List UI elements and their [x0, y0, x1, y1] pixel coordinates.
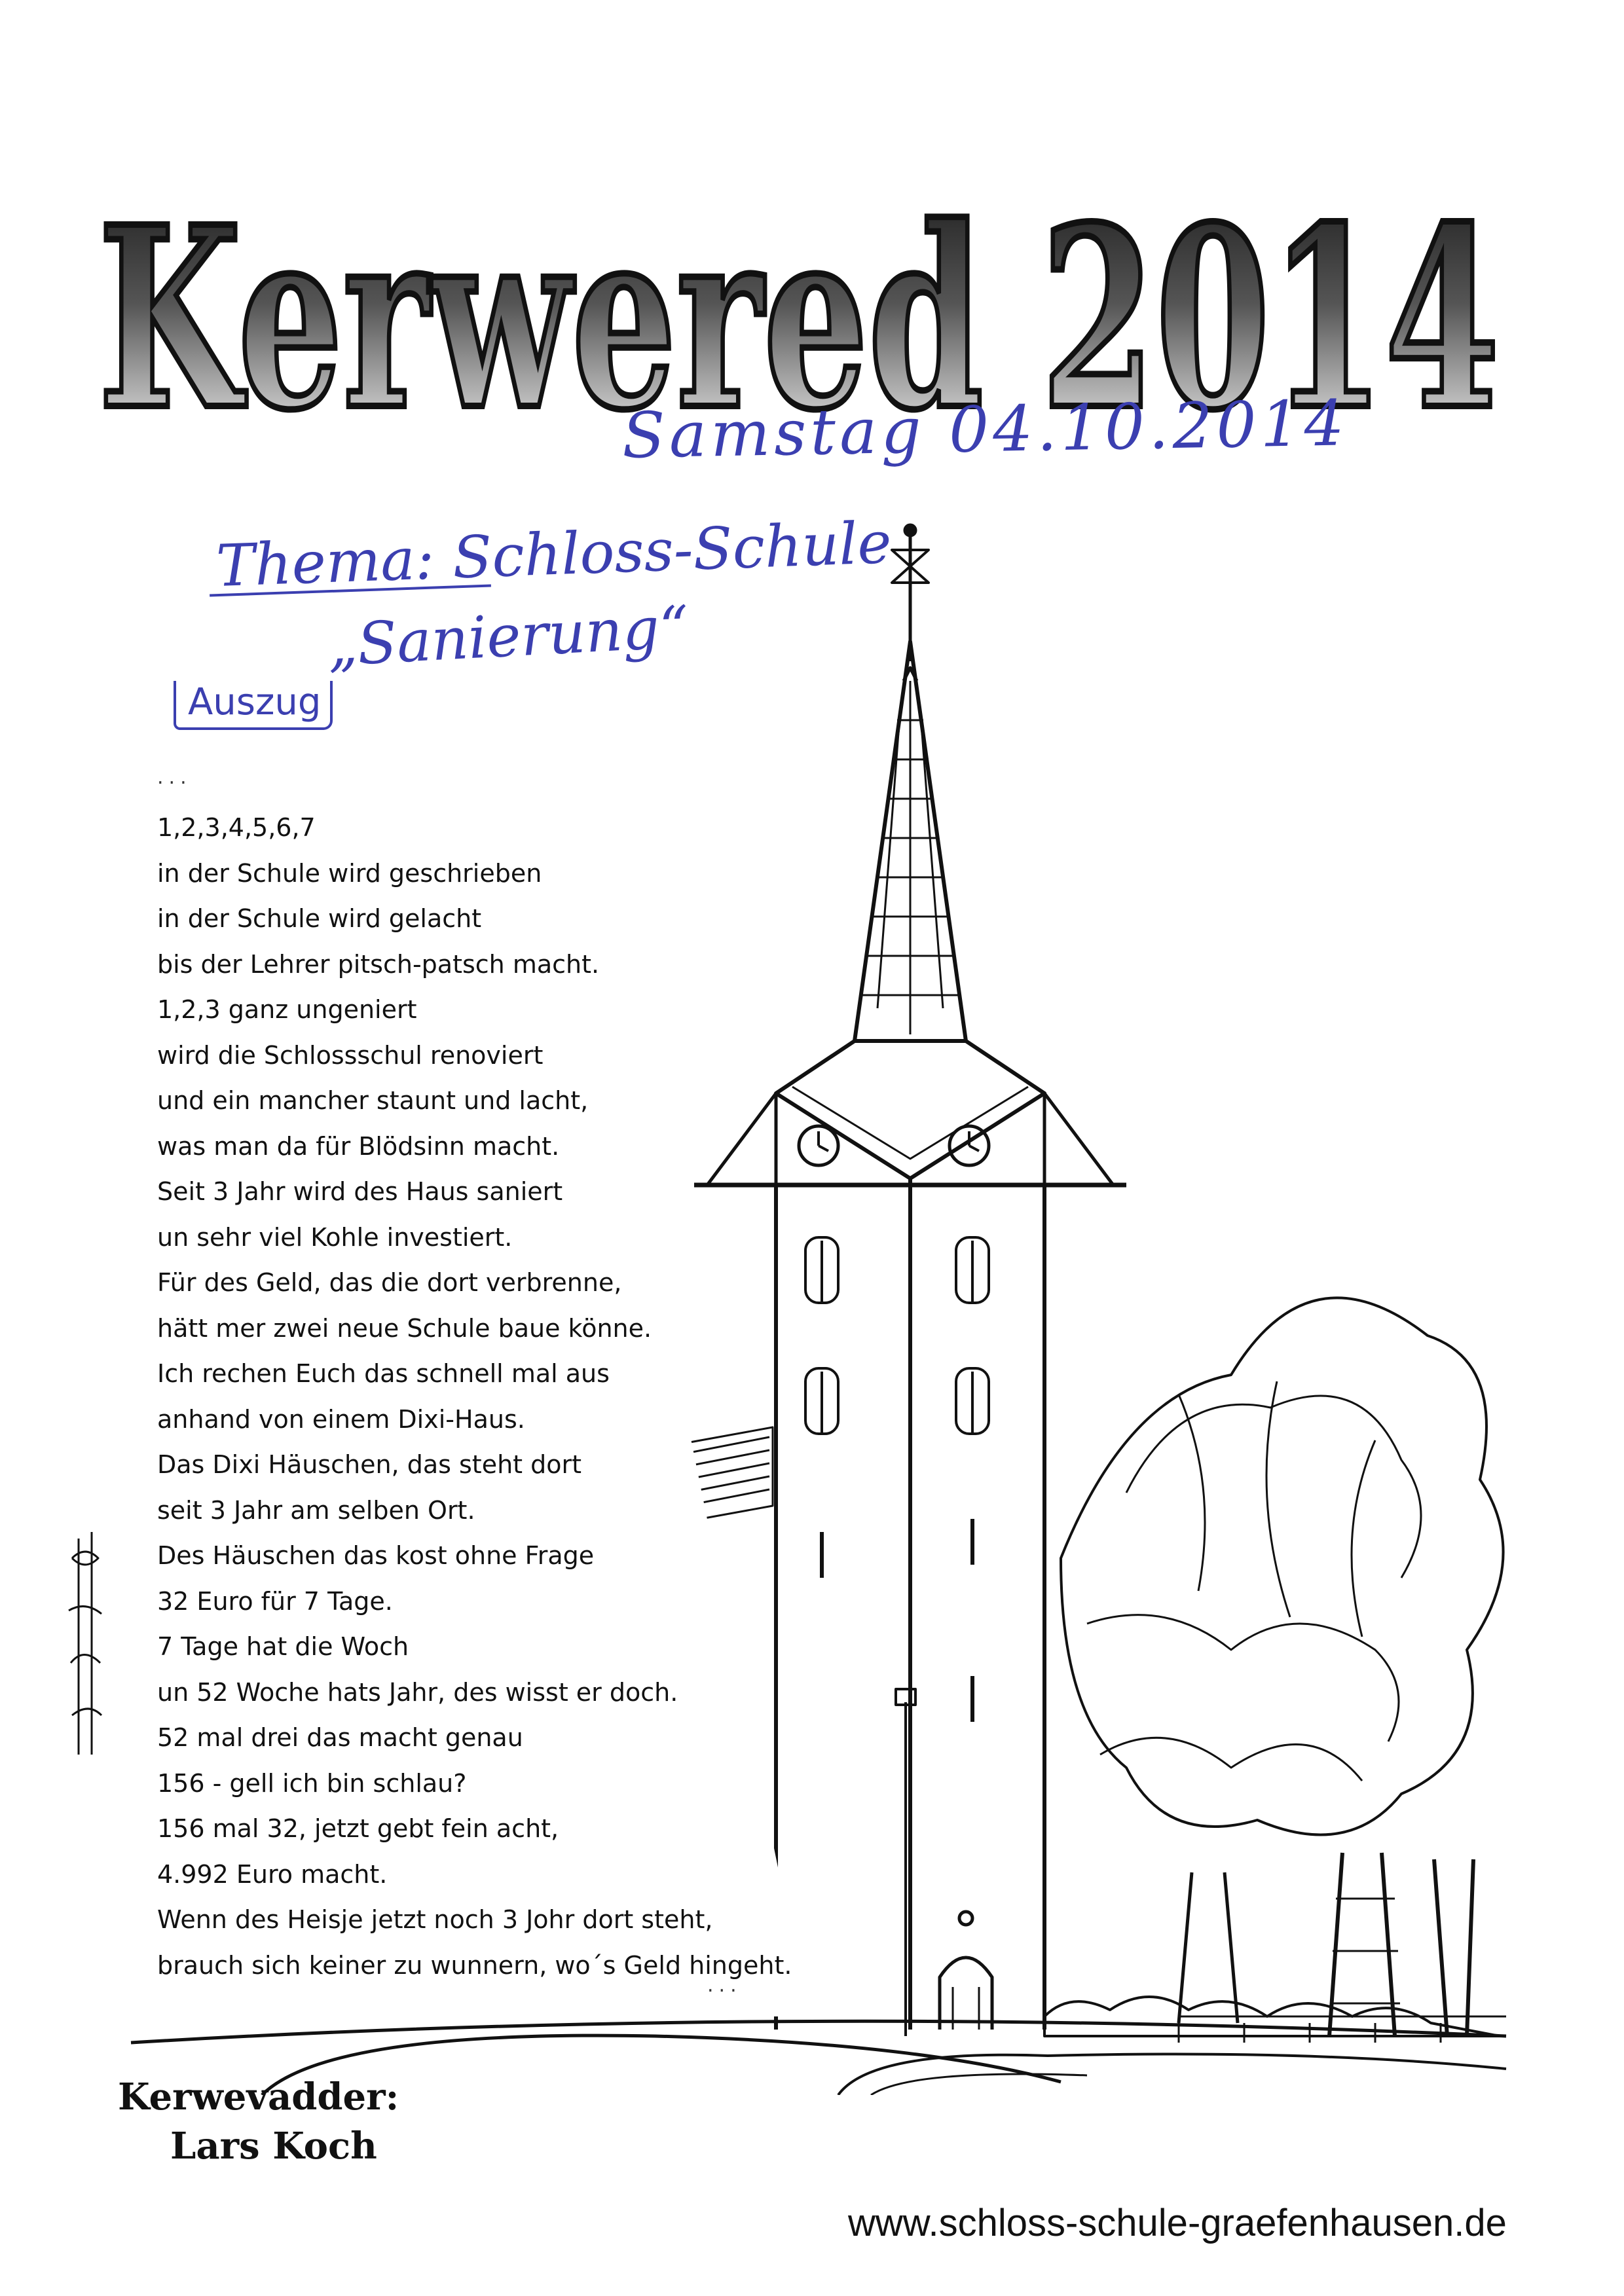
poem-line: Das Dixi Häuschen, das steht dort [157, 1450, 582, 1479]
poem-line: in der Schule wird gelacht [157, 904, 482, 933]
poem-line: un sehr viel Kohle investiert. [157, 1222, 513, 1252]
trees-icon [1044, 1298, 1504, 2036]
poem-line: 156 - gell ich bin schlau? [157, 1768, 467, 1798]
poem-line: 7 Tage hat die Woch [157, 1632, 409, 1661]
footer-name: Lars Koch [170, 2124, 377, 2168]
footer-role: Kerwevadder: [118, 2075, 399, 2119]
poem-line: un 52 Woche hats Jahr, des wisst er doch. [157, 1677, 678, 1707]
handwritten-excerpt-label: Auszug [174, 681, 333, 730]
handwritten-theme: Thema: Schloss-Schule [215, 509, 893, 600]
poem-line: Wenn des Heisje jetzt noch 3 Johr dort steht, [157, 1905, 713, 1934]
handwritten-date: Samstag 04.10.2014 [621, 386, 1349, 473]
poem-line: anhand von einem Dixi-Haus. [157, 1404, 525, 1434]
poem-line: bis der Lehrer pitsch-patsch macht. [157, 949, 600, 979]
handwritten-theme-quote: „Sanierung“ [325, 592, 691, 680]
poem-line: 156 mal 32, jetzt gebt fein acht, [157, 1814, 559, 1843]
website-link[interactable]: www.schloss-schule-graefenhausen.de [848, 2202, 1507, 2244]
tower-windows-icon [805, 1237, 989, 1722]
page-title: Kerwered 2014 [98, 172, 1500, 465]
poem-line: in der Schule wird geschrieben [157, 858, 542, 888]
poem-line: 52 mal drei das macht genau [157, 1723, 523, 1752]
poem-line: Für des Geld, das die dort verbrenne, [157, 1268, 622, 1297]
ellipsis-bottom: ... [707, 1974, 742, 1997]
church-spire-icon [776, 642, 1044, 1178]
poem-line: wird die Schlossschul renoviert [157, 1040, 544, 1070]
poem-line: Ich rechen Euch das schnell mal aus [157, 1359, 610, 1388]
poem-line: 1,2,3 ganz ungeniert [157, 995, 417, 1024]
poem-line: 32 Euro für 7 Tage. [157, 1586, 393, 1616]
poem-line: was man da für Blödsinn macht. [157, 1131, 560, 1161]
poem-line: 4.992 Euro macht. [157, 1859, 388, 1889]
poem-line: 1,2,3,4,5,6,7 [157, 813, 316, 842]
poem-line: brauch sich keiner zu wunnern, wo´s Geld hingeht. [157, 1950, 792, 1980]
tower-door-icon [940, 1912, 992, 2030]
ellipsis-top: ... [157, 766, 192, 789]
poem-line: seit 3 Jahr am selben Ort. [157, 1495, 475, 1525]
poem-line: und ein mancher staunt und lacht, [157, 1086, 589, 1115]
poem-text [157, 805, 812, 1988]
poem-line: hätt mer zwei neue Schule baue könne. [157, 1313, 652, 1343]
left-tree-icon [69, 1532, 101, 1755]
poem-line: Seit 3 Jahr wird des Haus saniert [157, 1177, 563, 1206]
poem-line: Des Häuschen das kost ohne Frage [157, 1541, 595, 1570]
lamp-post-icon [896, 1689, 915, 2036]
